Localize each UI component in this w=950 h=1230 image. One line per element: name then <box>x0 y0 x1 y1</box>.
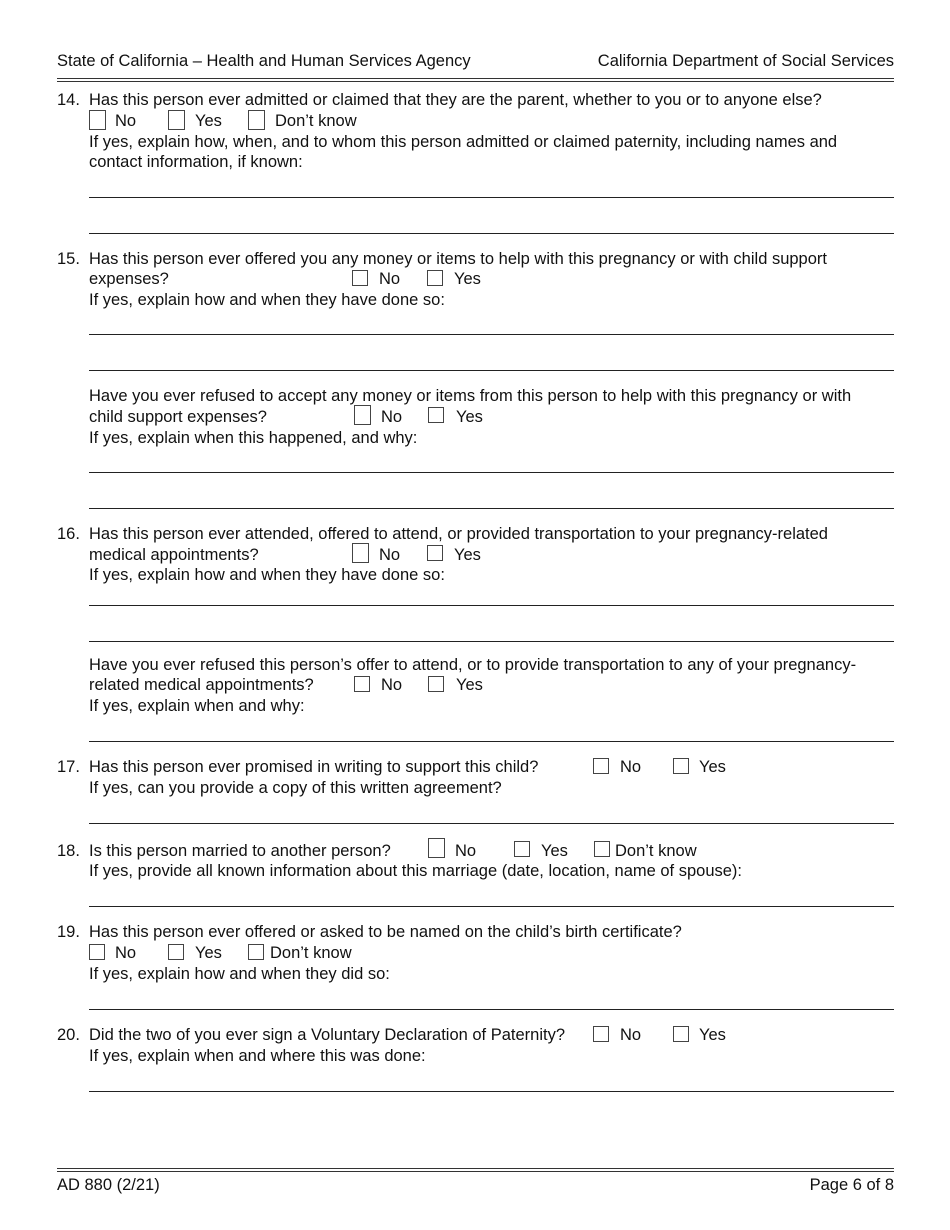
q19-explain: If yes, explain how and when they did so: <box>89 965 390 983</box>
q18-answer-line[interactable] <box>89 906 894 907</box>
q15-answer-line-2[interactable] <box>89 370 894 371</box>
q16-sub-answer-line[interactable] <box>89 741 894 742</box>
q17-yes-checkbox[interactable] <box>673 758 689 774</box>
q18-explain: If yes, provide all known information about this marriage (date, location, name of spouse): <box>89 862 743 880</box>
q17-explain: If yes, can you provide a copy of this written agreement? <box>89 779 502 797</box>
q15-sub-yes-checkbox[interactable] <box>428 407 444 423</box>
q15-yes-label: Yes <box>454 270 481 288</box>
q14-dont-know-checkbox[interactable] <box>248 110 265 130</box>
q20-explain: If yes, explain when and where this was done: <box>89 1047 426 1065</box>
footer-rule-1 <box>57 1168 894 1169</box>
q16-text-line1: Has this person ever attended, offered to attend, or provided transportation to your pregnancy-related <box>89 525 828 543</box>
q20-text: Did the two of you ever sign a Voluntary Declaration of Paternity? <box>89 1026 566 1044</box>
q15-number: 15. <box>57 250 80 268</box>
q15-text-line1: Has this person ever offered you any money or items to help with this pregnancy or with child support <box>89 250 827 268</box>
q14-yes-label: Yes <box>195 112 222 130</box>
q19-no-checkbox[interactable] <box>89 944 105 960</box>
q18-no-checkbox[interactable] <box>428 838 445 858</box>
q16-sub-text-line2: related medical appointments? <box>89 676 314 694</box>
q14-answer-line-1[interactable] <box>89 197 894 198</box>
q17-text: Has this person ever promised in writing to support this child? <box>89 758 539 776</box>
q20-no-checkbox[interactable] <box>593 1026 609 1042</box>
q16-yes-checkbox[interactable] <box>427 545 443 561</box>
q16-sub-no-label: No <box>381 676 403 694</box>
q19-answer-line[interactable] <box>89 1009 894 1010</box>
header-rule-2 <box>57 81 894 82</box>
q16-sub-yes-label: Yes <box>456 676 483 694</box>
form-number: AD 880 (2/21) <box>57 1176 160 1194</box>
q19-number: 19. <box>57 923 80 941</box>
q15-yes-checkbox[interactable] <box>427 270 443 286</box>
q16-sub-text-line1: Have you ever refused this person’s offer to attend, or to provide transportation to any of your pregnancy- <box>89 656 857 674</box>
q16-sub-yes-checkbox[interactable] <box>428 676 444 692</box>
q14-no-label: No <box>115 112 137 130</box>
q15-answer-line-1[interactable] <box>89 334 894 335</box>
q19-dont-know-label: Don’t know <box>270 944 352 962</box>
q15-sub-no-label: No <box>381 408 403 426</box>
q17-yes-label: Yes <box>699 758 726 776</box>
q14-no-checkbox[interactable] <box>89 110 106 130</box>
q18-no-label: No <box>455 842 477 860</box>
footer-rule-2 <box>57 1171 894 1172</box>
q18-dont-know-label: Don’t know <box>615 842 697 860</box>
q16-yes-label: Yes <box>454 546 481 564</box>
q20-no-label: No <box>620 1026 642 1044</box>
q15-sub-answer-line-2[interactable] <box>89 508 894 509</box>
q17-no-checkbox[interactable] <box>593 758 609 774</box>
q16-sub-no-checkbox[interactable] <box>354 676 370 692</box>
q18-text: Is this person married to another person? <box>89 842 391 860</box>
q15-no-label: No <box>379 270 401 288</box>
q19-text: Has this person ever offered or asked to be named on the child’s birth certificate? <box>89 923 682 941</box>
header-agency: State of California – Health and Human Services Agency <box>57 52 471 70</box>
q14-answer-line-2[interactable] <box>89 233 894 234</box>
q16-no-label: No <box>379 546 401 564</box>
q18-yes-checkbox[interactable] <box>514 841 530 857</box>
q18-dont-know-checkbox[interactable] <box>594 841 610 857</box>
q15-no-checkbox[interactable] <box>352 270 368 286</box>
q16-explain: If yes, explain how and when they have done so: <box>89 566 445 584</box>
q15-sub-text-line2: child support expenses? <box>89 408 267 426</box>
q16-sub-explain: If yes, explain when and why: <box>89 697 305 715</box>
header-department: California Department of Social Services <box>597 52 894 70</box>
q17-no-label: No <box>620 758 642 776</box>
q20-number: 20. <box>57 1026 80 1044</box>
q19-yes-checkbox[interactable] <box>168 944 184 960</box>
q20-answer-line[interactable] <box>89 1091 894 1092</box>
q15-sub-answer-line-1[interactable] <box>89 472 894 473</box>
q15-sub-text-line1: Have you ever refused to accept any money or items from this person to help with this pregnancy or with <box>89 387 852 405</box>
q18-yes-label: Yes <box>541 842 568 860</box>
q14-yes-checkbox[interactable] <box>168 110 185 130</box>
q14-explain-line2: contact information, if known: <box>89 153 303 171</box>
q17-number: 17. <box>57 758 80 776</box>
q15-text-line2: expenses? <box>89 270 169 288</box>
q15-sub-yes-label: Yes <box>456 408 483 426</box>
q15-explain: If yes, explain how and when they have done so: <box>89 291 445 309</box>
q19-dont-know-checkbox[interactable] <box>248 944 264 960</box>
q17-answer-line[interactable] <box>89 823 894 824</box>
q14-dont-know-label: Don’t know <box>275 112 357 130</box>
header-rule-1 <box>57 78 894 79</box>
q20-yes-checkbox[interactable] <box>673 1026 689 1042</box>
q19-yes-label: Yes <box>195 944 222 962</box>
q14-text: Has this person ever admitted or claimed that they are the parent, whether to you or to anyone else? <box>89 91 822 109</box>
q15-sub-explain: If yes, explain when this happened, and why: <box>89 429 418 447</box>
q16-answer-line-2[interactable] <box>89 641 894 642</box>
q16-number: 16. <box>57 525 80 543</box>
q14-explain-line1: If yes, explain how, when, and to whom this person admitted or claimed paternity, including names and <box>89 133 838 151</box>
q15-sub-no-checkbox[interactable] <box>354 405 371 425</box>
q16-answer-line-1[interactable] <box>89 605 894 606</box>
q20-yes-label: Yes <box>699 1026 726 1044</box>
q16-no-checkbox[interactable] <box>352 543 369 563</box>
page-number: Page 6 of 8 <box>809 1176 894 1194</box>
q19-no-label: No <box>115 944 137 962</box>
q14-number: 14. <box>57 91 80 109</box>
q16-text-line2: medical appointments? <box>89 546 259 564</box>
q18-number: 18. <box>57 842 80 860</box>
